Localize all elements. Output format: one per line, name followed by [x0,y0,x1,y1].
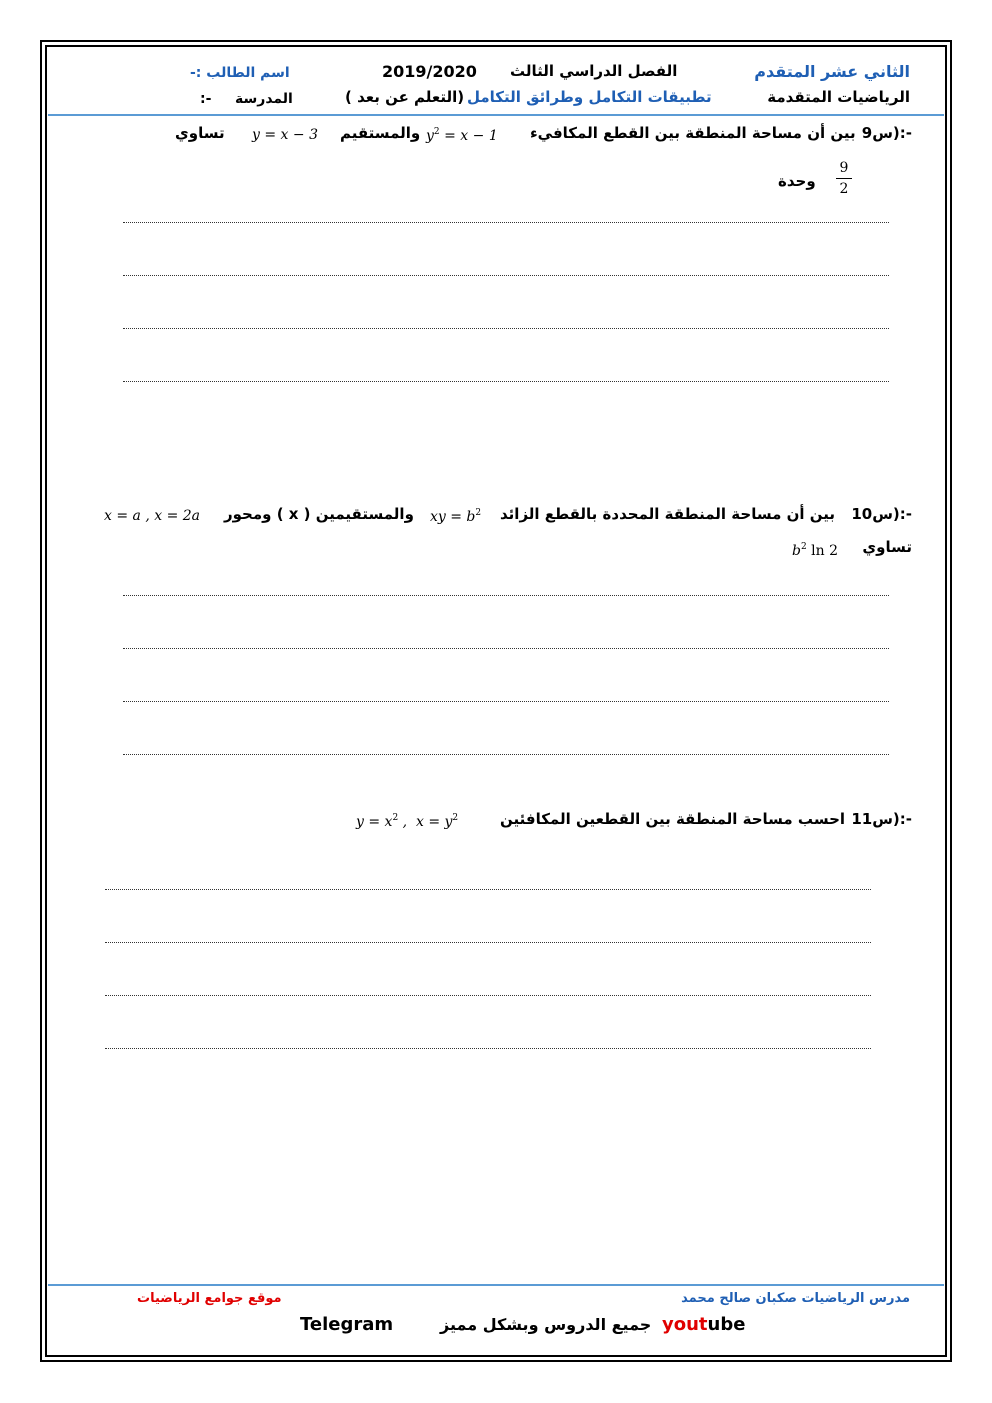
q11-text: احسب مساحة المنطقة بين القطعين المكافئين [500,810,846,828]
q9-equation-parabola: $y^2 = x - 1$ [426,127,498,144]
unit-title: تطبيقات التكامل وطرائق التكامل [467,88,712,106]
teacher-name: مدرس الرياضيات صكبان صالح محمد [681,1291,910,1306]
youtube-black-part: ube [707,1314,746,1335]
q9-equation-line: y = x − 3 [252,127,318,143]
q10-answer-line-4[interactable] [123,754,889,755]
term-label: الفصل الدراسي الثالث [510,62,678,80]
q11-label: س11):- [851,810,912,828]
q10-equation-hyperbola: xy = $b^2$ [430,508,482,525]
q10-label: س10):- [851,505,912,523]
q9-fraction-num: 9 [839,160,849,176]
q10-result: $b^2$ ln 2 [792,542,839,559]
q10-tail: تساوي [862,538,912,556]
youtube-red-part: yout [662,1314,708,1335]
q9-fraction [836,160,852,197]
q9-conj: والمستقيم [340,124,421,142]
school-label: المدرسة [235,91,293,107]
q9-answer-line-1[interactable] [123,222,889,223]
q10-answer-line-3[interactable] [123,701,889,702]
q9-answer-line-3[interactable] [123,328,889,329]
q11-answer-line-1[interactable] [105,889,871,890]
telegram-label: Telegram [300,1314,394,1335]
q9-tail: تساوي [175,124,225,142]
q10-equation-lines: x = a , x = 2a [104,508,201,524]
school-colon: :- [200,91,212,107]
q9-fraction-bar [836,178,852,179]
q10-answer-line-2[interactable] [123,648,889,649]
youtube-label [662,1316,745,1334]
q9-answer-line-4[interactable] [123,381,889,382]
q11-answer-line-4[interactable] [105,1048,871,1049]
q11-answer-line-2[interactable] [105,942,871,943]
header-divider [48,114,944,116]
lessons-label: جميع الدروس وبشكل مميز [440,1315,652,1334]
q9-fraction-den: 2 [839,181,849,197]
q11-answer-line-3[interactable] [105,995,871,996]
year-label: 2019/2020 [382,62,477,81]
site-name: موقع جوامع الرياضيات [137,1291,282,1306]
q11-equations: $y = x^2$ , $x = y^2$ [356,813,459,830]
grade-label: الثاني عشر المتقدم [754,62,910,81]
subject-label: الرياضيات المتقدمة [767,88,910,106]
footer-divider [48,1284,944,1286]
q9-text: بين أن مساحة المنطقة بين القطع المكافيء [530,124,856,142]
q10-text: بين أن مساحة المنطقة المحددة بالقطع الزائد [500,505,836,523]
q9-label: س9):- [861,124,912,142]
student-name-label: اسم الطالب :- [190,65,290,81]
mode-label: ( التعلم عن بعد) [345,88,465,106]
q9-unit: وحدة [778,172,816,190]
q9-answer-line-2[interactable] [123,275,889,276]
q10-axis: ومحور ( x ) والمستقيمين [224,505,414,523]
q10-answer-line-1[interactable] [123,595,889,596]
